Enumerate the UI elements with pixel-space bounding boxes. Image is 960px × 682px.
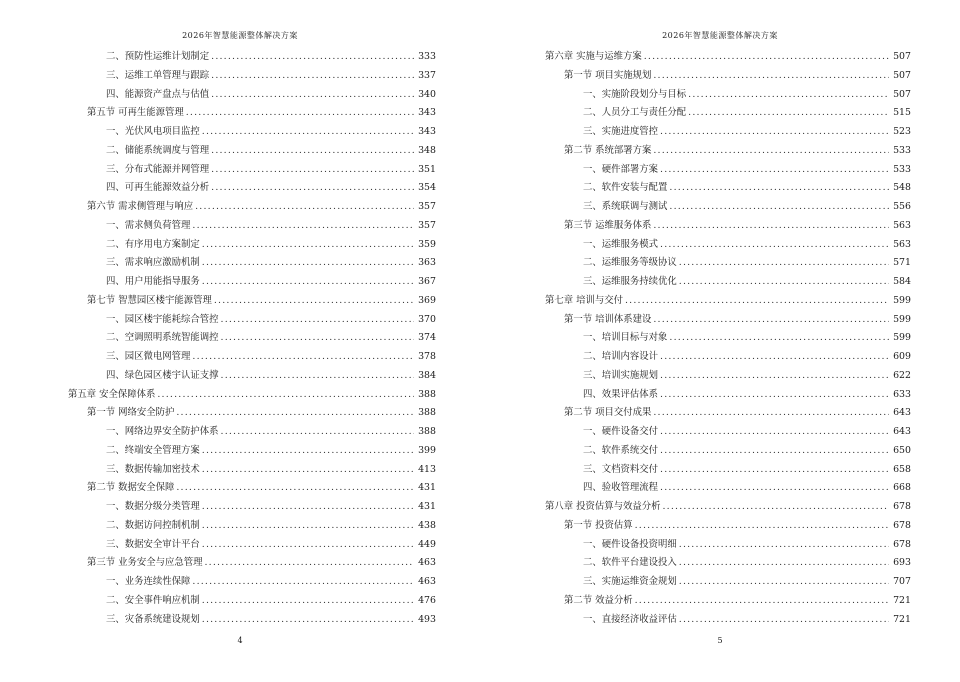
- dot-leader: [669, 198, 889, 217]
- toc-entry-item[interactable]: [545, 442, 911, 461]
- dot-leader: [202, 442, 414, 461]
- toc-entry-page: 438: [418, 519, 436, 531]
- toc-entry-section[interactable]: [68, 404, 436, 423]
- page-number: 4: [237, 636, 243, 645]
- toc-entry-page: 431: [418, 501, 436, 512]
- toc-entry-title: 二、软件平台建设投入: [583, 557, 677, 569]
- toc-entry-section[interactable]: [68, 104, 436, 123]
- toc-entry-page: 399: [418, 444, 436, 456]
- toc-entry-page: 609: [893, 351, 911, 362]
- toc-entry-page: 357: [418, 201, 436, 212]
- toc-entry-title: 三、园区微电网管理: [106, 351, 191, 362]
- toc-entry-title: 三、实施进度管控: [583, 126, 659, 137]
- toc-entry-item[interactable]: [545, 611, 911, 630]
- toc-entry-title: 四、验收管理流程: [583, 482, 659, 494]
- toc-entry-title: 一、实施阶段划分与目标: [583, 88, 687, 100]
- toc-entry-item[interactable]: [68, 573, 436, 592]
- dot-leader: [679, 273, 889, 292]
- toc-entry-title: 二、终端安全管理方案: [106, 444, 200, 456]
- toc-entry-item[interactable]: [545, 367, 911, 386]
- toc-entry-title: 二、数据访问控制机制: [106, 519, 200, 531]
- toc-entry-item[interactable]: [68, 348, 436, 367]
- dot-leader: [192, 217, 414, 236]
- dot-leader: [660, 461, 889, 480]
- toc-entry-item[interactable]: [545, 423, 911, 442]
- toc-entry-page: 359: [418, 238, 436, 250]
- toc-entry-chapter[interactable]: [68, 386, 436, 405]
- dot-leader: [625, 292, 889, 311]
- toc-entry-title: 四、绿色园区楼宇认证支撑: [106, 369, 219, 381]
- running-header: 2026年智慧能源整体解决方案: [182, 31, 298, 40]
- dot-leader: [214, 292, 414, 311]
- toc-entry-item[interactable]: [545, 179, 911, 198]
- toc-entry-title: 第二节 数据安全保障: [87, 482, 175, 494]
- toc-entry-page: 374: [418, 332, 436, 344]
- toc-entry-title: 一、硬件部署方案: [583, 163, 659, 175]
- dot-leader: [221, 423, 414, 442]
- toc-entry-item[interactable]: [68, 536, 436, 555]
- toc-entry-title: 一、硬件设备投资明细: [583, 538, 677, 550]
- toc-entry-item[interactable]: [68, 498, 436, 517]
- toc-entry-title: 第一节 培训体系建设: [564, 313, 652, 325]
- page-number: 5: [717, 636, 723, 645]
- toc-entry-page: 693: [893, 557, 911, 569]
- toc-entry-page: 533: [893, 144, 911, 156]
- dot-leader: [221, 311, 414, 330]
- toc-entry-item[interactable]: [68, 161, 436, 180]
- toc-entry-page: 622: [893, 369, 911, 381]
- toc-entry-page: 357: [418, 219, 436, 231]
- toc-entry-item[interactable]: [545, 386, 911, 405]
- toc-entry-item[interactable]: [545, 479, 911, 498]
- toc-entry-title: 三、分布式能源并网管理: [106, 163, 210, 175]
- dot-leader: [660, 386, 889, 405]
- toc-entry-title: 二、人员分工与责任分配: [583, 107, 687, 119]
- toc-entry-item[interactable]: [545, 198, 911, 217]
- toc-entry-title: 三、系统联调与测试: [583, 201, 668, 212]
- toc-entry-item[interactable]: [545, 104, 911, 123]
- toc-entry-page: 668: [893, 482, 911, 494]
- toc-entry-title: 第一节 网络安全防护: [87, 407, 175, 419]
- toc-entry-page: 507: [893, 51, 911, 62]
- toc-entry-chapter[interactable]: [545, 292, 911, 311]
- toc-entry-item[interactable]: [545, 273, 911, 292]
- toc-entry-chapter[interactable]: [545, 498, 911, 517]
- toc-entry-item[interactable]: [545, 461, 911, 480]
- toc-entry-title: 第二节 项目交付成果: [564, 407, 652, 419]
- toc-entry-section[interactable]: [68, 479, 436, 498]
- toc-entry-title: 第一节 项目实施规划: [564, 69, 652, 81]
- toc-entry-title: 第六节 需求侧管理与响应: [87, 201, 194, 212]
- toc-entry-title: 一、运维服务模式: [583, 238, 659, 250]
- toc-entry-item[interactable]: [68, 48, 436, 67]
- toc-entry-item[interactable]: [545, 86, 911, 105]
- toc-entry-page: 413: [418, 463, 436, 475]
- toc-entry-title: 二、软件安装与配置: [583, 182, 668, 194]
- dot-leader: [679, 254, 889, 273]
- toc-entry-item[interactable]: [68, 254, 436, 273]
- toc-entry-section[interactable]: [545, 67, 911, 86]
- toc-entry-title: 一、硬件设备交付: [583, 426, 659, 437]
- toc-entry-title: 三、文档资料交付: [583, 463, 659, 475]
- toc-entry-section[interactable]: [68, 198, 436, 217]
- toc-entry-page: 493: [418, 613, 436, 625]
- dot-leader: [211, 48, 414, 67]
- toc-entry-section[interactable]: [545, 311, 911, 330]
- toc-entry-page: 563: [893, 219, 911, 231]
- dot-leader: [202, 123, 414, 142]
- table-of-contents: [545, 48, 911, 629]
- dot-leader: [669, 329, 889, 348]
- toc-entry-title: 三、需求响应激励机制: [106, 257, 200, 269]
- toc-entry-page: 658: [893, 463, 911, 475]
- dot-leader: [679, 573, 889, 592]
- toc-entry-title: 第二节 效益分析: [564, 594, 633, 606]
- dot-leader: [211, 86, 414, 105]
- dot-leader: [635, 517, 889, 536]
- toc-entry-item[interactable]: [68, 442, 436, 461]
- dot-leader: [660, 367, 889, 386]
- toc-entry-title: 一、网络边界安全防护体系: [106, 426, 219, 437]
- toc-entry-section[interactable]: [68, 554, 436, 573]
- dot-leader: [211, 161, 414, 180]
- dot-leader: [211, 179, 414, 198]
- toc-entry-item[interactable]: [68, 123, 436, 142]
- dot-leader: [653, 67, 889, 86]
- toc-entry-page: 363: [418, 257, 436, 269]
- dot-leader: [202, 517, 414, 536]
- toc-entry-page: 633: [893, 388, 911, 400]
- toc-entry-title: 二、软件系统交付: [583, 444, 659, 456]
- toc-entry-title: 一、光伏风电项目监控: [106, 126, 200, 137]
- toc-entry-page: 367: [418, 276, 436, 287]
- toc-entry-title: 二、安全事件响应机制: [106, 594, 200, 606]
- right-page: [480, 0, 960, 682]
- dot-leader: [660, 348, 889, 367]
- toc-entry-title: 三、实施运维资金规划: [583, 576, 677, 587]
- dot-leader: [688, 104, 889, 123]
- toc-entry-title: 二、有序用电方案制定: [106, 238, 200, 250]
- toc-entry-page: 370: [418, 313, 436, 325]
- toc-entry-item[interactable]: [545, 573, 911, 592]
- toc-entry-page: 449: [418, 538, 436, 550]
- dot-leader: [660, 423, 889, 442]
- dot-leader: [679, 611, 889, 630]
- toc-entry-page: 388: [418, 407, 436, 419]
- toc-entry-page: 507: [893, 88, 911, 100]
- toc-entry-item[interactable]: [68, 461, 436, 480]
- dot-leader: [644, 48, 889, 67]
- toc-entry-item[interactable]: [68, 86, 436, 105]
- toc-entry-title: 四、能源资产盘点与估值: [106, 88, 210, 100]
- toc-entry-title: 第一节 投资估算: [564, 519, 633, 531]
- dot-leader: [202, 536, 414, 555]
- dot-leader: [202, 461, 414, 480]
- toc-entry-item[interactable]: [68, 142, 436, 161]
- toc-entry-page: 599: [893, 313, 911, 325]
- toc-entry-chapter[interactable]: [545, 48, 911, 67]
- dot-leader: [202, 592, 414, 611]
- dot-leader: [202, 273, 414, 292]
- running-header: 2026年智慧能源整体解决方案: [662, 31, 778, 40]
- toc-entry-title: 三、灾备系统建设规划: [106, 613, 200, 625]
- dot-leader: [679, 536, 889, 555]
- toc-entry-page: 369: [418, 294, 436, 306]
- toc-entry-section[interactable]: [545, 592, 911, 611]
- toc-entry-title: 第七节 智慧园区楼宇能源管理: [87, 294, 212, 306]
- toc-entry-section[interactable]: [68, 292, 436, 311]
- toc-entry-title: 第七章 培训与交付: [545, 294, 623, 306]
- dot-leader: [635, 592, 889, 611]
- dot-leader: [221, 367, 414, 386]
- toc-entry-title: 二、空调照明系统智能调控: [106, 332, 219, 344]
- dot-leader: [192, 573, 414, 592]
- toc-entry-page: 650: [893, 444, 911, 456]
- toc-entry-page: 507: [893, 69, 911, 81]
- dot-leader: [157, 386, 414, 405]
- toc-entry-page: 707: [893, 576, 911, 587]
- toc-entry-title: 四、用户用能指导服务: [106, 276, 200, 287]
- toc-entry-page: 354: [418, 182, 436, 194]
- toc-entry-item[interactable]: [68, 311, 436, 330]
- toc-entry-page: 348: [418, 144, 436, 156]
- dot-leader: [662, 498, 889, 517]
- dot-leader: [176, 479, 414, 498]
- toc-entry-item[interactable]: [68, 367, 436, 386]
- toc-entry-item[interactable]: [68, 329, 436, 348]
- toc-entry-page: 678: [893, 538, 911, 550]
- toc-entry-page: 599: [893, 332, 911, 344]
- dot-leader: [176, 404, 414, 423]
- toc-entry-page: 463: [418, 557, 436, 569]
- toc-entry-item[interactable]: [68, 423, 436, 442]
- dot-leader: [202, 611, 414, 630]
- toc-entry-page: 563: [893, 238, 911, 250]
- toc-entry-page: 599: [893, 294, 911, 306]
- dot-leader: [660, 479, 889, 498]
- dot-leader: [204, 554, 414, 573]
- toc-entry-title: 三、运维工单管理与跟踪: [106, 69, 210, 81]
- dot-leader: [660, 123, 889, 142]
- toc-entry-item[interactable]: [68, 217, 436, 236]
- toc-entry-item[interactable]: [545, 236, 911, 255]
- toc-entry-page: 548: [893, 182, 911, 194]
- toc-entry-page: 533: [893, 163, 911, 175]
- toc-entry-title: 三、数据传输加密技术: [106, 463, 200, 475]
- dot-leader: [660, 442, 889, 461]
- toc-entry-page: 721: [893, 594, 911, 606]
- toc-entry-title: 第八章 投资估算与效益分析: [545, 501, 661, 512]
- toc-entry-item[interactable]: [68, 273, 436, 292]
- toc-entry-title: 第三节 业务安全与应急管理: [87, 557, 203, 569]
- toc-entry-page: 333: [418, 51, 436, 62]
- toc-entry-title: 一、园区楼宇能耗综合管控: [106, 313, 219, 325]
- toc-entry-title: 第三节 运维服务体系: [564, 219, 652, 231]
- toc-entry-page: 721: [893, 613, 911, 625]
- dot-leader: [688, 86, 889, 105]
- toc-entry-page: 476: [418, 594, 436, 606]
- dot-leader: [653, 311, 889, 330]
- table-of-contents: [68, 48, 436, 629]
- toc-entry-title: 第六章 实施与运维方案: [545, 51, 642, 62]
- dot-leader: [653, 217, 889, 236]
- toc-entry-page: 388: [418, 388, 436, 400]
- toc-entry-section[interactable]: [545, 142, 911, 161]
- toc-entry-item[interactable]: [545, 536, 911, 555]
- toc-entry-page: 388: [418, 426, 436, 437]
- dot-leader: [669, 179, 889, 198]
- toc-entry-page: 340: [418, 88, 436, 100]
- dot-leader: [202, 236, 414, 255]
- toc-entry-item[interactable]: [545, 329, 911, 348]
- toc-entry-page: 584: [893, 276, 911, 287]
- toc-entry-page: 431: [418, 482, 436, 494]
- toc-entry-title: 四、效果评估体系: [583, 388, 659, 400]
- dot-leader: [660, 236, 889, 255]
- toc-entry-page: 343: [418, 107, 436, 119]
- toc-entry-page: 515: [893, 107, 911, 119]
- toc-entry-section[interactable]: [545, 404, 911, 423]
- toc-entry-item[interactable]: [68, 179, 436, 198]
- toc-entry-item[interactable]: [68, 236, 436, 255]
- toc-entry-item[interactable]: [545, 123, 911, 142]
- toc-entry-page: 337: [418, 69, 436, 81]
- toc-entry-title: 三、运维服务持续优化: [583, 276, 677, 287]
- toc-entry-page: 678: [893, 501, 911, 512]
- toc-entry-item[interactable]: [68, 67, 436, 86]
- dot-leader: [221, 329, 414, 348]
- dot-leader: [202, 254, 414, 273]
- toc-entry-item[interactable]: [68, 611, 436, 630]
- dot-leader: [660, 161, 889, 180]
- dot-leader: [202, 498, 414, 517]
- toc-entry-page: 378: [418, 351, 436, 362]
- dot-leader: [195, 198, 414, 217]
- toc-entry-title: 一、数据分级分类管理: [106, 501, 200, 512]
- toc-entry-item[interactable]: [545, 254, 911, 273]
- toc-entry-title: 第五节 可再生能源管理: [87, 107, 184, 119]
- dot-leader: [653, 142, 889, 161]
- toc-entry-title: 二、培训内容设计: [583, 351, 659, 362]
- toc-entry-item[interactable]: [545, 161, 911, 180]
- dot-leader: [653, 404, 889, 423]
- toc-entry-page: 571: [893, 257, 911, 269]
- toc-entry-title: 三、培训实施规划: [583, 369, 659, 381]
- toc-entry-title: 一、需求侧负荷管理: [106, 219, 191, 231]
- toc-entry-title: 一、直接经济收益评估: [583, 613, 677, 625]
- toc-entry-section[interactable]: [545, 217, 911, 236]
- toc-entry-page: 643: [893, 407, 911, 419]
- toc-entry-page: 556: [893, 201, 911, 212]
- toc-entry-title: 一、培训目标与对象: [583, 332, 668, 344]
- dot-leader: [211, 67, 414, 86]
- toc-entry-title: 二、储能系统调度与管理: [106, 144, 210, 156]
- toc-entry-item[interactable]: [545, 348, 911, 367]
- toc-entry-title: 四、可再生能源效益分析: [106, 182, 210, 194]
- toc-entry-item[interactable]: [68, 517, 436, 536]
- dot-leader: [192, 348, 414, 367]
- toc-entry-title: 二、运维服务等级协议: [583, 257, 677, 269]
- toc-entry-section[interactable]: [545, 517, 911, 536]
- toc-entry-title: 一、业务连续性保障: [106, 576, 191, 587]
- toc-entry-page: 463: [418, 576, 436, 587]
- toc-entry-page: 384: [418, 369, 436, 381]
- dot-leader: [679, 554, 889, 573]
- toc-entry-page: 523: [893, 126, 911, 137]
- toc-entry-title: 三、数据安全审计平台: [106, 538, 200, 550]
- toc-entry-page: 351: [418, 163, 436, 175]
- toc-entry-item[interactable]: [68, 592, 436, 611]
- toc-entry-title: 第五章 安全保障体系: [68, 388, 156, 400]
- dot-leader: [186, 104, 414, 123]
- toc-entry-page: 678: [893, 519, 911, 531]
- toc-entry-page: 343: [418, 126, 436, 137]
- toc-entry-item[interactable]: [545, 554, 911, 573]
- dot-leader: [211, 142, 414, 161]
- toc-entry-title: 第二节 系统部署方案: [564, 144, 652, 156]
- toc-entry-title: 二、预防性运维计划制定: [106, 51, 210, 62]
- toc-entry-page: 643: [893, 426, 911, 437]
